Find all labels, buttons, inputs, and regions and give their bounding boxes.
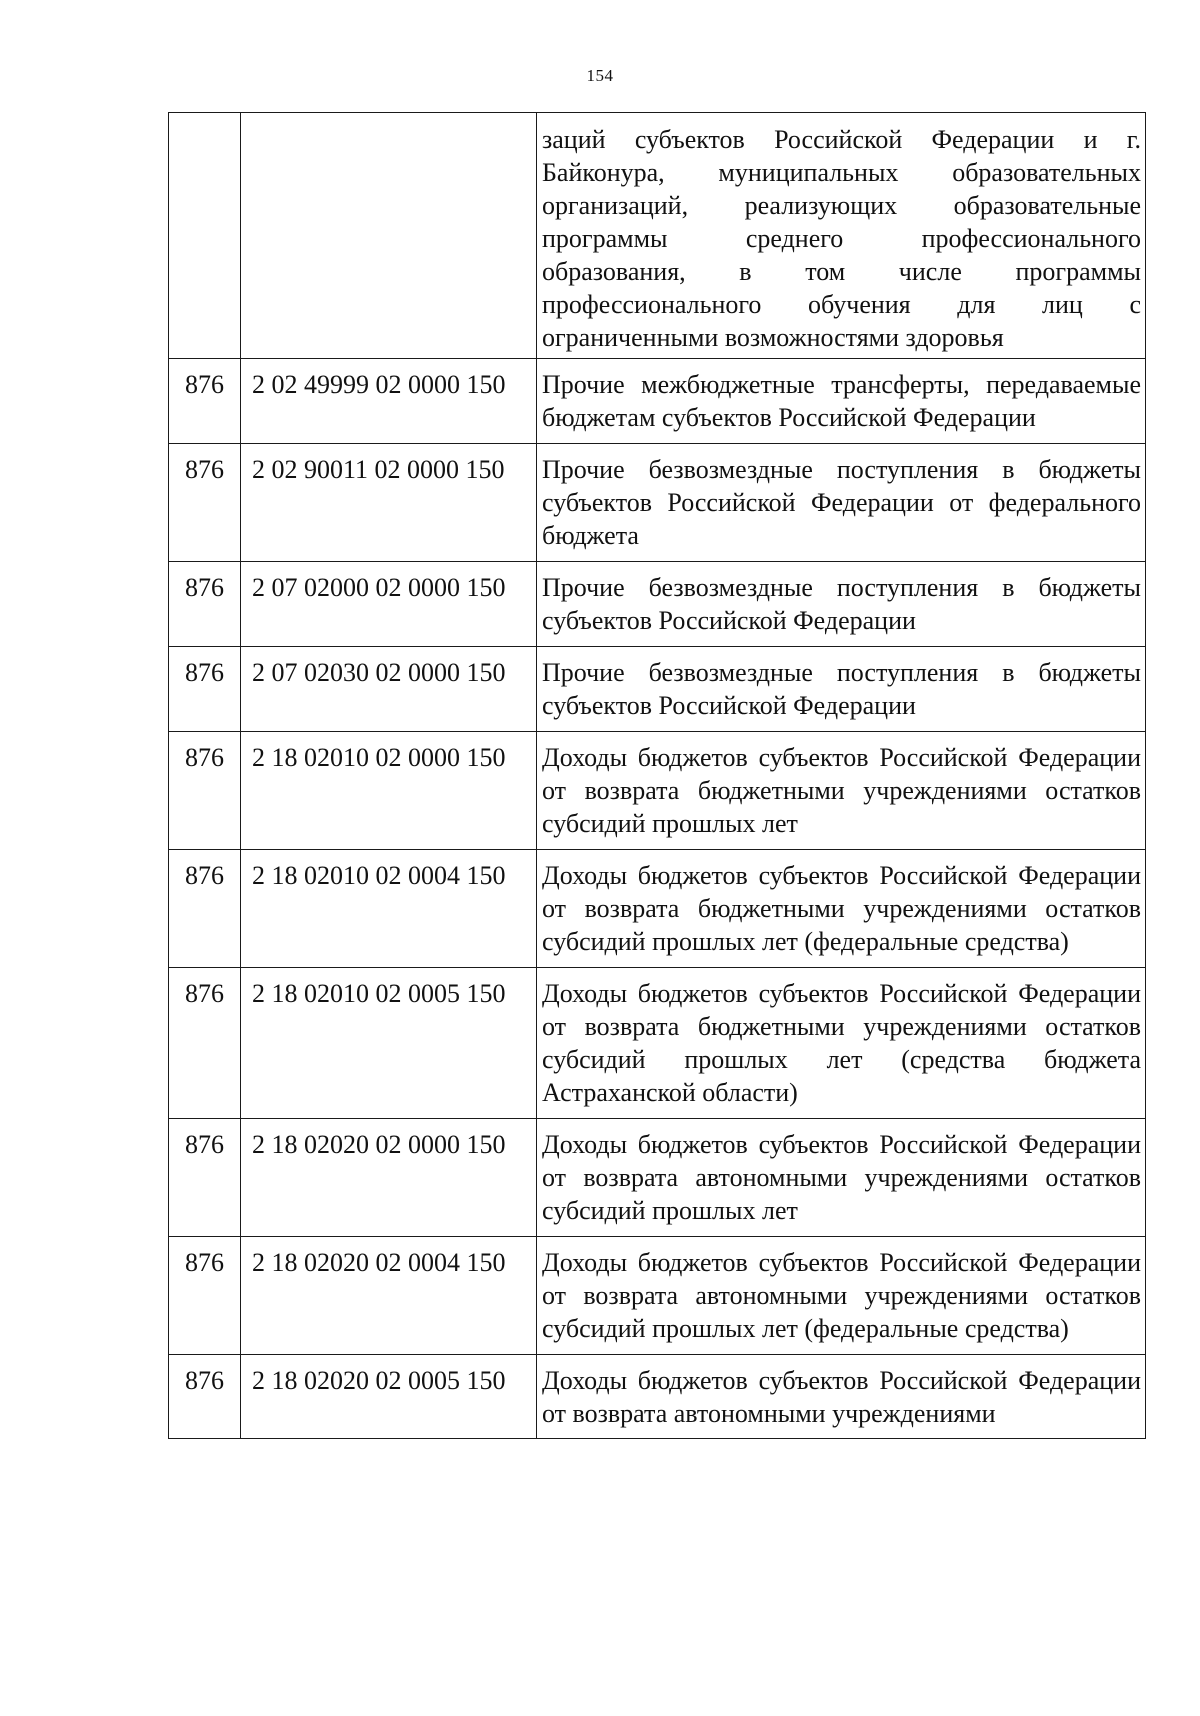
description-cell: Прочие безвозмездные поступления в бюджеты субъектов Российской Федерации: [537, 562, 1146, 647]
admin-code-cell: 876: [169, 850, 241, 968]
description-cell: Прочие межбюджетные трансферты, передаваемые бюджетам субъектов Российской Федерации: [537, 359, 1146, 444]
revenue-code-cell: 2 07 02030 02 0000 150: [241, 647, 537, 732]
admin-code-cell: 876: [169, 1355, 241, 1439]
description-cell: Прочие безвозмездные поступления в бюджеты субъектов Российской Федерации от федерального бюджета: [537, 444, 1146, 562]
revenue-codes-table: [168, 112, 1146, 1439]
description-cell: Доходы бюджетов субъектов Российской Федерации от возврата автономными учреждениями: [537, 1355, 1146, 1439]
revenue-code-cell: 2 07 02000 02 0000 150: [241, 562, 537, 647]
revenue-code-cell: 2 18 02020 02 0005 150: [241, 1355, 537, 1439]
revenue-code-cell: 2 18 02020 02 0000 150: [241, 1119, 537, 1237]
description-cell: Прочие безвозмездные поступления в бюджеты субъектов Российской Федерации: [537, 647, 1146, 732]
admin-code-cell: 876: [169, 732, 241, 850]
page-number: 154: [586, 66, 614, 85]
admin-code-cell: 876: [169, 359, 241, 444]
description-cell: Доходы бюджетов субъектов Российской Федерации от возврата автономными учреждениями остатков субсидий прошлых лет: [537, 1119, 1146, 1237]
admin-code-cell: 876: [169, 562, 241, 647]
admin-code-cell: 876: [169, 1119, 241, 1237]
description-cell: Доходы бюджетов субъектов Российской Федерации от возврата автономными учреждениями остатков субсидий прошлых лет (федеральные средства): [537, 1237, 1146, 1355]
table-row: [169, 647, 1146, 732]
table-row: [169, 1355, 1146, 1439]
table-row: [169, 1237, 1146, 1355]
description-cell: Доходы бюджетов субъектов Российской Федерации от возврата бюджетными учреждениями остатков субсидий прошлых лет: [537, 732, 1146, 850]
description-cell: Доходы бюджетов субъектов Российской Федерации от возврата бюджетными учреждениями остатков субсидий прошлых лет (средства бюджета Астраханской области): [537, 968, 1146, 1119]
table-row: [169, 850, 1146, 968]
revenue-code-cell: 2 18 02020 02 0004 150: [241, 1237, 537, 1355]
revenue-code-cell: 2 18 02010 02 0005 150: [241, 968, 537, 1119]
admin-code-cell: 876: [169, 1237, 241, 1355]
revenue-code-cell: 2 18 02010 02 0004 150: [241, 850, 537, 968]
revenue-code-cell: 2 02 49999 02 0000 150: [241, 359, 537, 444]
revenue-code-cell: 2 02 90011 02 0000 150: [241, 444, 537, 562]
table-row: [169, 562, 1146, 647]
table-row: [169, 732, 1146, 850]
description-cell: Доходы бюджетов субъектов Российской Федерации от возврата бюджетными учреждениями остатков субсидий прошлых лет (федеральные средства): [537, 850, 1146, 968]
table-row: [169, 968, 1146, 1119]
admin-code-cell: 876: [169, 968, 241, 1119]
admin-code-cell: 876: [169, 444, 241, 562]
admin-code-cell: 876: [169, 647, 241, 732]
table-row: [169, 359, 1146, 444]
table-row: [169, 444, 1146, 562]
description-cell: заций субъектов Российской Федерации и г. Байконура, муниципальных образовательных организаций, реализующих образовательные программы среднего профессионального образования, в том числе программы профессионального обучения для лиц с ограниченными возможностями здоровья: [537, 113, 1146, 359]
admin-code-cell: [169, 113, 241, 359]
table-row: [169, 113, 1146, 359]
table-row: [169, 1119, 1146, 1237]
revenue-code-cell: 2 18 02010 02 0000 150: [241, 732, 537, 850]
revenue-code-cell: [241, 113, 537, 359]
